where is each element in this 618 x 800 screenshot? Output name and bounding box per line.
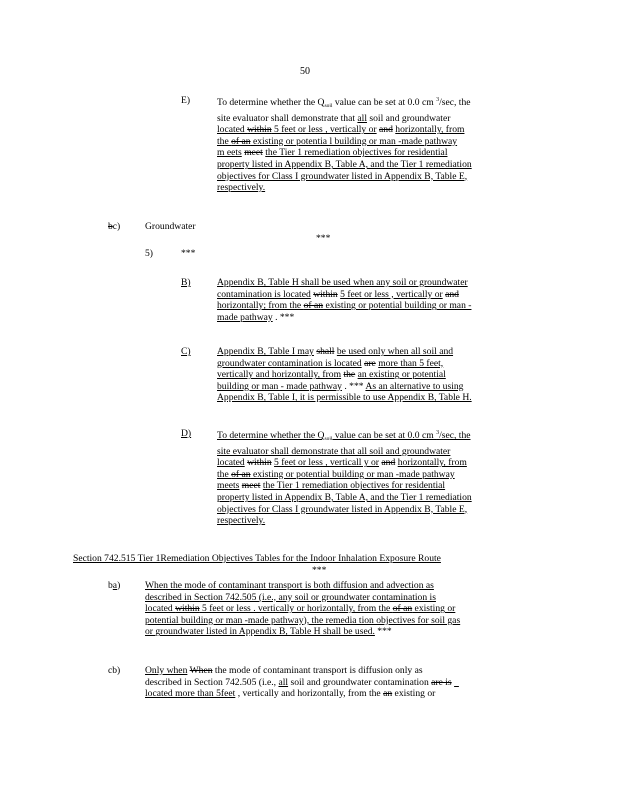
text-line: When the mode of contaminant transport is both diffusion and advection as [145, 580, 434, 591]
para-d-text [217, 428, 535, 527]
text-line: groundwater contamination is located are more than 5 feet, [217, 357, 444, 369]
text-line: Appendix B, Table I, it is permissible to use Appendix B, Table H. [217, 392, 472, 404]
text-line: located within 5 feet or less , verticall y or and horizontally, from [217, 457, 467, 469]
text-line: located more than 5feet , vertically and horizontally, from the an existing or [145, 688, 436, 700]
text-line: building or man - made pathway . *** As an alternative to using [217, 380, 464, 392]
text-line: potential building or man -made pathway), the remedia tion objectives for soil gas [145, 614, 461, 626]
para-b-text [217, 277, 535, 323]
text-line: Appendix B, Table H shall be used when any soil or groundwater [217, 277, 468, 288]
para-c-label: C) [181, 346, 191, 357]
section-c-title: Groundwater [145, 221, 196, 232]
text-line: site evaluator shall demonstrate that all soil and groundwater [217, 445, 451, 457]
section-heading: Section 742.515 Tier 1Remediation Objectives Tables for the Indoor Inhalation Exposure Route [73, 553, 441, 564]
text-line: objectives for Class I groundwater listed in Appendix B, Table E, [217, 170, 468, 182]
para-c-text [217, 346, 541, 404]
item-5-stars: *** [181, 248, 196, 259]
section-c-label: bc) [108, 221, 121, 232]
page-number: 50 [300, 66, 310, 77]
para-cb-text [145, 665, 517, 700]
text-line: Appendix B, Table I may shall be used only when all soil and [217, 346, 454, 357]
stars-1: *** [316, 233, 331, 244]
text-line: property listed in Appendix B, Table A, and the Tier 1 remediation [217, 158, 472, 170]
para-d-label: D) [181, 428, 192, 439]
para-b-label: B) [181, 277, 191, 288]
text-line: Only when When the mode of contaminant transport is diffusion only as [145, 665, 423, 676]
text-line: site evaluator shall demonstrate that all soil and groundwater [217, 112, 451, 124]
text-line: vertically and horizontally, from the an existing or potential [217, 369, 446, 381]
text-line: or groundwater listed in Appendix B, Table H shall be used. *** [145, 626, 392, 638]
text-line: To determine whether the $Q_{soil}$ value can be set at 0.0 cm $^3$/sec, the [217, 97, 471, 109]
text-line: meets meet the Tier 1 remediation objectives for residential [217, 480, 446, 492]
text-line: described in Section 742.505 (i.e., any soil or groundwater contamination is [145, 591, 436, 603]
text-line: made pathway . *** [217, 311, 295, 323]
text-line: the of an existing or potentia l building or man -made pathway [217, 135, 458, 147]
text-line: m eets meet the Tier 1 remediation objectives for residential [217, 147, 448, 159]
text-line: respectively. [217, 182, 266, 194]
text-line: located within 5 feet or less . vertically or horizontally, from the of an existing or [145, 603, 456, 615]
text-line: the of an existing or potential building or man -made pathway [217, 468, 455, 480]
section-stars: *** [312, 565, 327, 576]
para-cb-label: cb) [108, 665, 121, 676]
text-line: horizontally; from the of an existing or potential building or man - [217, 300, 472, 312]
text-line: To determine whether the $Q_{soil}$ value can be set at 0.0 cm $^3$/sec, the [217, 430, 471, 442]
text-line: objectives for Class I groundwater listed in Appendix B, Table E, [217, 503, 468, 515]
para-e-text [217, 95, 535, 194]
text-line: property listed in Appendix B, Table A, and the Tier 1 remediation [217, 491, 472, 503]
para-ba-label: ba) [108, 580, 121, 591]
item-5-label: 5) [145, 248, 153, 259]
text-line: described in Section 742.505 (i.e., all soil and groundwater contamination are is [145, 676, 452, 688]
para-e-label: E) [181, 95, 191, 106]
para-ba-text [145, 580, 537, 638]
text-line: contamination is located within 5 feet or less , vertically or and [217, 288, 459, 300]
text-line: respectively. [217, 515, 266, 527]
text-line: located within 5 feet or less , vertically or and horizontally, from [217, 124, 465, 136]
